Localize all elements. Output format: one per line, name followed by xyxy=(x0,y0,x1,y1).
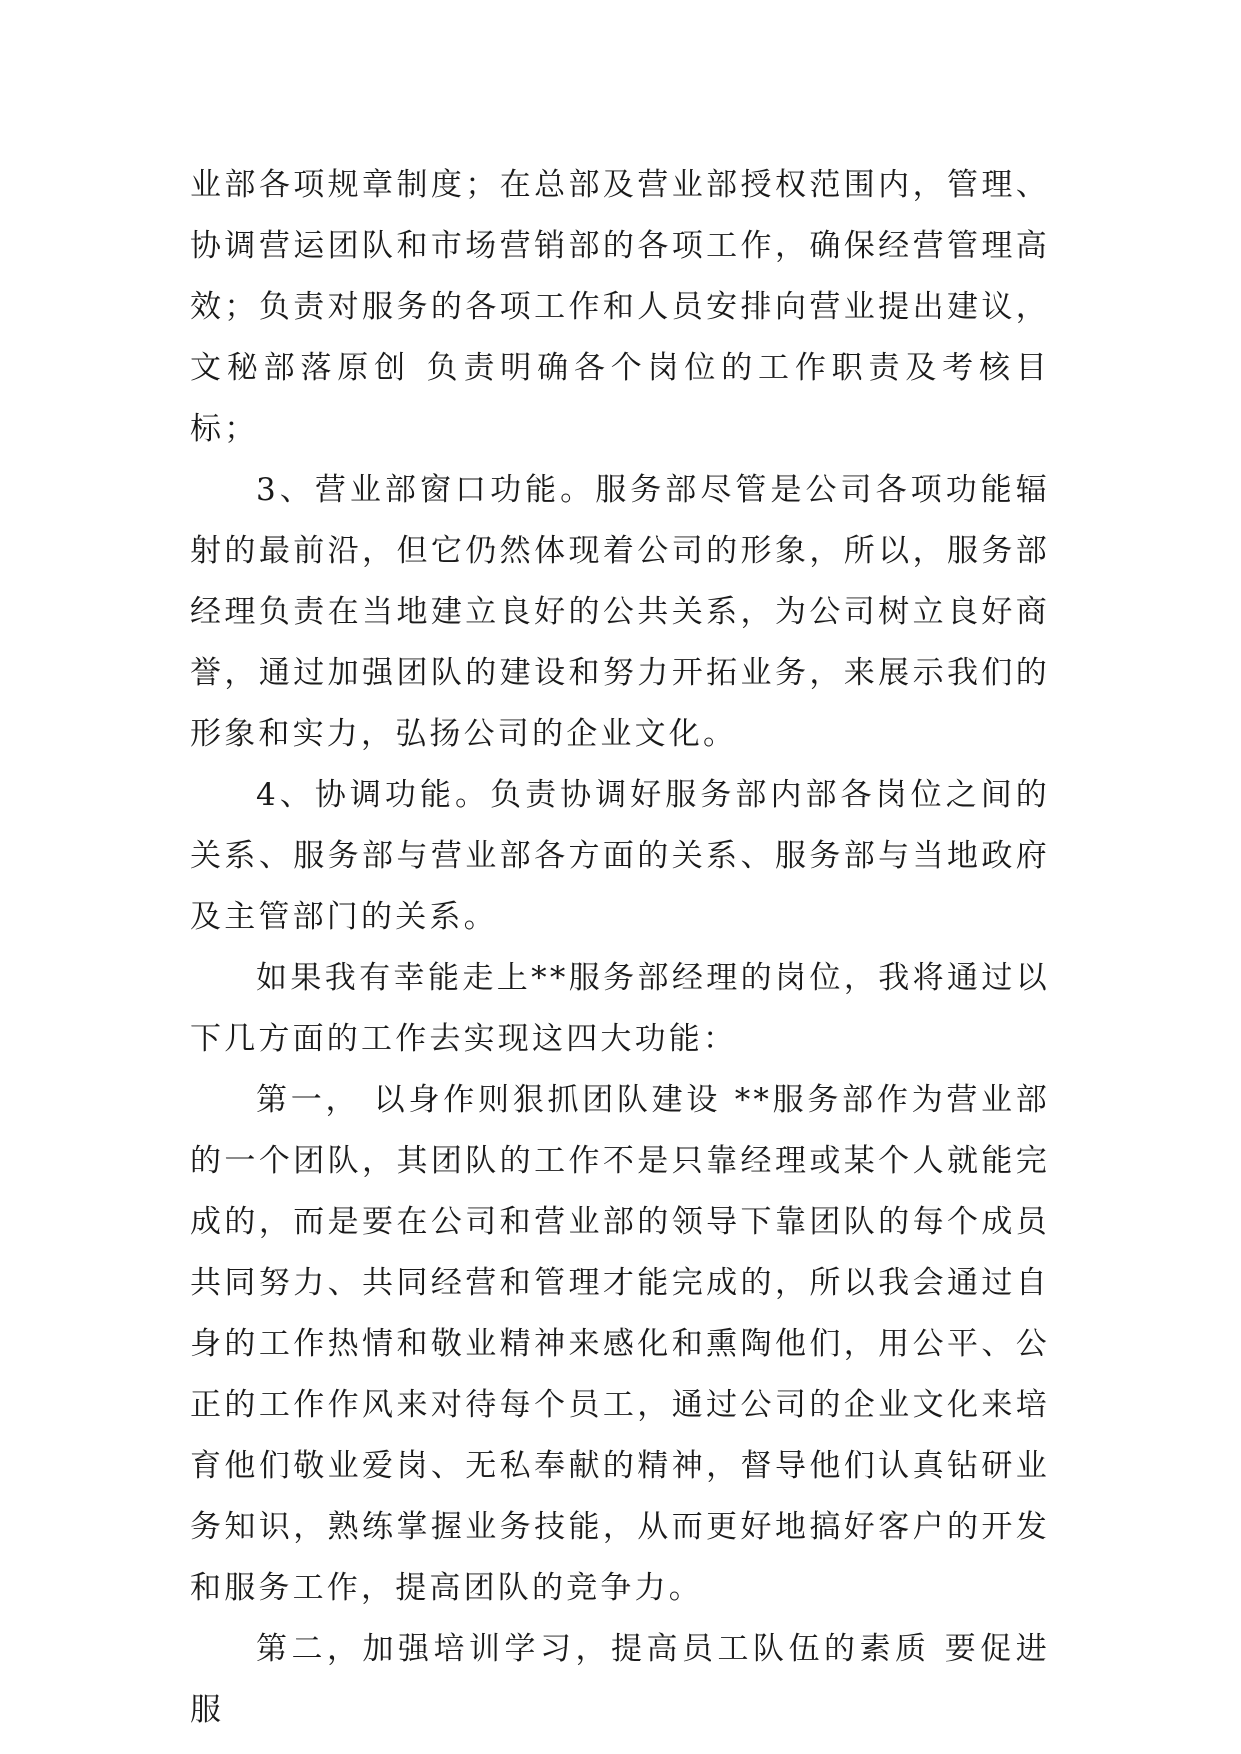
paragraph-window-function: 3、营业部窗口功能。服务部尽管是公司各项功能辐射的最前沿，但它仍然体现着公司的形象，所以，服务部经理负责在当地建立良好的公共关系，为公司树立良好商誉，通过加强团队的建设和努力开拓业务，来展示我们的形象和实力，弘扬公司的企业文化。 xyxy=(190,472,1050,752)
document-body xyxy=(190,155,1050,1741)
paragraph-coordination-function: 4、协调功能。负责协调好服务部内部各岗位之间的关系、服务部与营业部各方面的关系、服务部与当地政府及主管部门的关系。 xyxy=(190,777,1050,935)
paragraph-continuation: 业部各项规章制度；在总部及营业部授权范围内，管理、协调营运团队和市场营销部的各项工作，确保经营管理高效；负责对服务的各项工作和人员安排向营业提出建议，文秘部落原创 负责明确各个岗位的工作职责及考核目标； xyxy=(190,167,1050,447)
paragraph-first-point: 第一， 以身作则狠抓团队建设 **服务部作为营业部的一个团队，其团队的工作不是只靠经理或某个人就能完成的，而是要在公司和营业部的领导下靠团队的每个成员共同努力、共同经营和管理才能完成的，所以我会通过自身的工作热情和敬业精神来感化和熏陶他们，用公平、公正的工作作风来对待每个员工，通过公司的企业文化来培育他们敬业爱岗、无私奉献的精神，督导他们认真钻研业务知识，熟练掌握业务技能，从而更好地搞好客户的开发和服务工作，提高团队的竞争力。 xyxy=(190,1082,1050,1606)
paragraph-intro-plan: 如果我有幸能走上**服务部经理的岗位，我将通过以下几方面的工作去实现这四大功能： xyxy=(190,960,1050,1057)
paragraph-second-point: 第二，加强培训学习，提高员工队伍的素质 要促进服 xyxy=(190,1631,1050,1728)
